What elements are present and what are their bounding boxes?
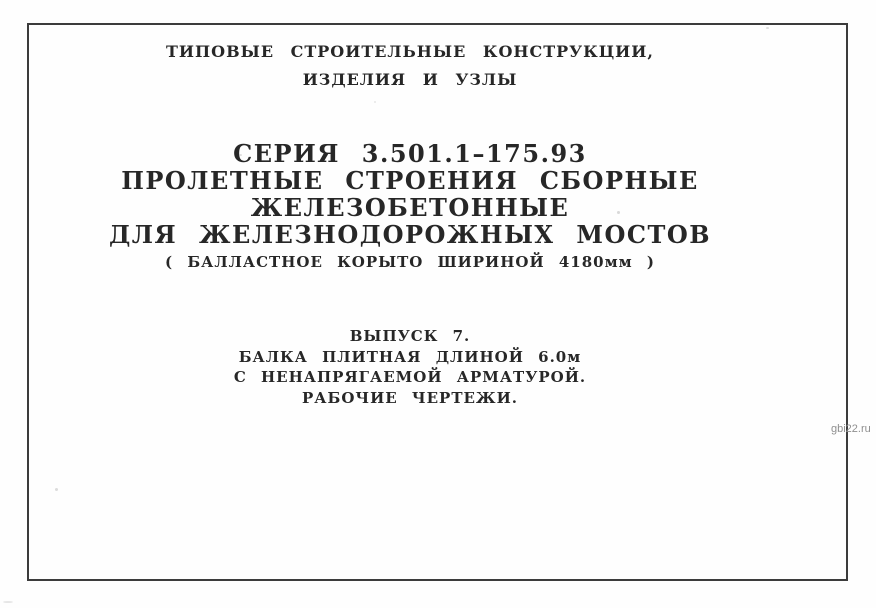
issue-number: ВЫПУСК 7.	[349, 327, 471, 345]
issue-line-2: БАЛКА ПЛИТНАЯ ДЛИНОЙ 6.0м	[238, 347, 582, 366]
title-line-3: ЖЕЛЕЗОБЕТОННЫЕ	[250, 193, 570, 222]
scan-speck	[55, 488, 58, 491]
scan-speck	[239, 154, 242, 156]
issue-line-4: РАБОЧИЕ ЧЕРТЕЖИ.	[302, 388, 518, 407]
scan-speck	[617, 211, 620, 214]
series-number: СЕРИЯ 3.501.1–175.93	[233, 139, 587, 168]
title-subtitle: ( БАЛЛАСТНОЕ КОРЫТО ШИРИНОЙ 4180мм )	[165, 253, 655, 271]
main-title	[27, 140, 793, 248]
issue-line-3: С НЕНАПРЯГАЕМОЙ АРМАТУРОЙ.	[233, 368, 587, 386]
scan-speck	[3, 601, 13, 603]
issue-description	[27, 326, 793, 408]
title-line-4: ДЛЯ ЖЕЛЕЗНОДОРОЖНЫХ МОСТОВ	[108, 220, 712, 249]
site-watermark: gbi22.ru	[831, 423, 871, 435]
scan-speck	[374, 101, 376, 103]
scan-speck	[766, 27, 769, 29]
title-line-2: ПРОЛЕТНЫЕ СТРОЕНИЯ СБОРНЫЕ	[121, 166, 699, 195]
heading-line-2: ИЗДЕЛИЯ И УЗЛЫ	[302, 70, 518, 89]
title-page-content	[27, 0, 793, 408]
heading-line-1: ТИПОВЫЕ СТРОИТЕЛЬНЫЕ КОНСТРУКЦИИ,	[166, 42, 654, 61]
series-collection-heading	[27, 0, 793, 94]
